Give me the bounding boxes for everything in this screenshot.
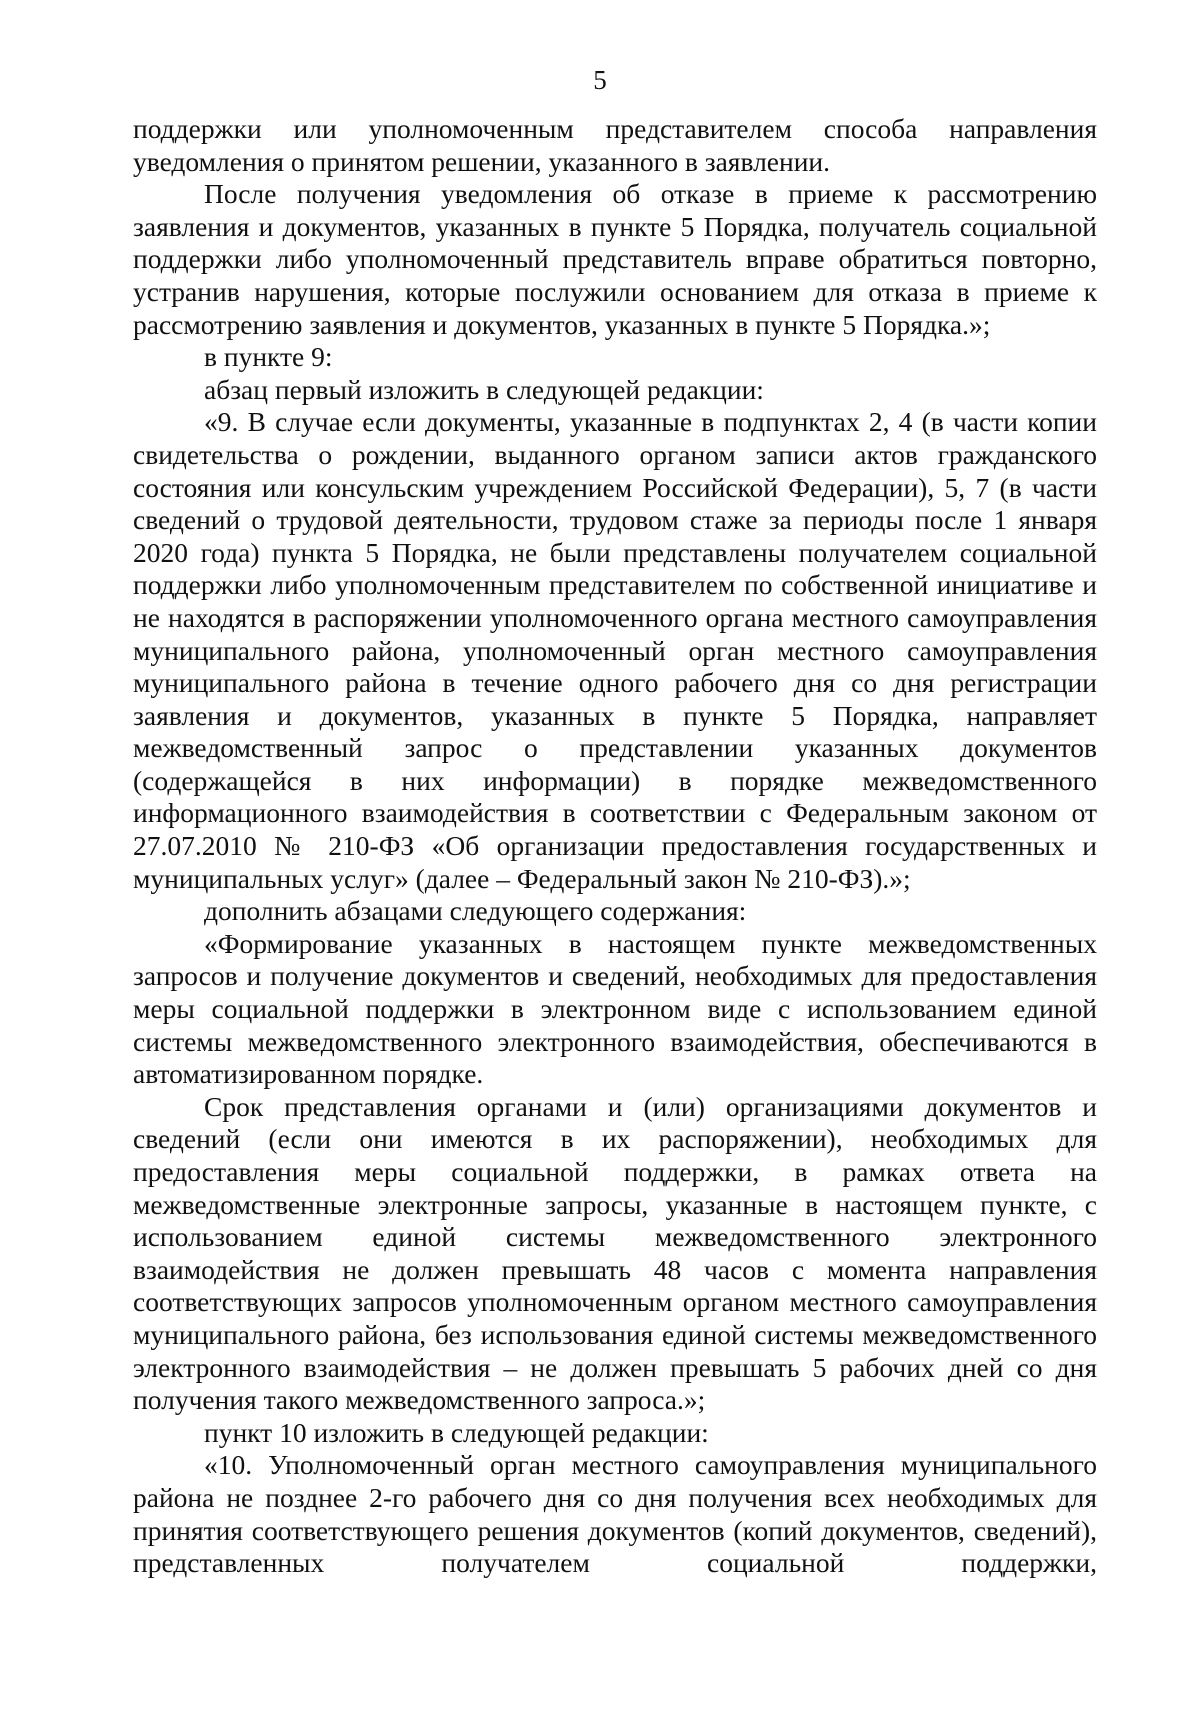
- paragraph-item-9-text: «9. В случае если документы, указанные в подпунктах 2, 4 (в части копии свидетельства о рождении, выданного органом записи актов гражданского состояния или консульским учреждением Российской Федерации), 5, 7 (в части сведений о трудовой деятельности, трудовом стаже за периоды после 1 января 2020 года) пункта 5 Порядка, не были представлены получателем социальной поддержки либо уполномоченным представителем по собственной инициативе и не находятся в распоряжении уполномоченного органа местного самоуправления муниципального района, уполномоченный орган местного самоуправления муниципального района в течение одного рабочего дня со дня регистрации заявления и документов, указанных в пункте 5 Порядка, направляет межведомственный запрос о представлении указанных документов (содержащейся в них информации) в порядке межведомственного информационного взаимодействия в соответствии с Федеральным законом от 27.07.2010 № 210-ФЗ «Об организации предоставления государственных и муниципальных услуг» (далее – Федеральный закон № 210-ФЗ).»;: [133, 406, 1097, 894]
- paragraph-add-abzacs: дополнить абзацами следующего содержания:: [204, 895, 747, 927]
- document-body: [133, 113, 1097, 1580]
- paragraph-refusal-notice: После получения уведомления об отказе в приеме к рассмотрению заявления и документов, указанных в пункте 5 Порядка, получатель социальной поддержки либо уполномоченный представитель вправе обратиться повторно, устранив нарушения, которые послужили основанием для отказа в приеме к рассмотрению заявления и документов, указанных в пункте 5 Порядка.»;: [133, 178, 1097, 340]
- paragraph-first-abzac: абзац первый изложить в следующей редакции:: [204, 373, 764, 405]
- paragraph-automated-requests: «Формирование указанных в настоящем пункте межведомственных запросов и получение документов и сведений, необходимых для предоставления меры социальной поддержки в электронном виде с использованием единой системы межведомственного электронного взаимодействия, обеспечиваются в автоматизированном порядке.: [133, 927, 1097, 1090]
- paragraph-continuation: поддержки или уполномоченным представителем способа направления уведомления о принятом решении, указанного в заявлении.: [133, 113, 1097, 177]
- paragraph-item-10-intro: пункт 10 изложить в следующей редакции:: [204, 1416, 709, 1448]
- paragraph-item-9-intro: в пункте 9:: [204, 341, 333, 373]
- page-number: 5: [593, 65, 607, 95]
- paragraph-response-deadline: Срок представления органами и (или) организациями документов и сведений (если они имеются в их распоряжении), необходимых для предоставления меры социальной поддержки, в рамках ответа на межведомственные электронные запросы, указанные в настоящем пункте, с использованием единой системы межведомственного электронного взаимодействия не должен превышать 48 часов с момента направления соответствующих запросов уполномоченным органом местного самоуправления муниципального района, без использования единой системы межведомственного электронного взаимодействия – не должен превышать 5 рабочих дней со дня получения такого межведомственного запроса.»;: [133, 1090, 1097, 1416]
- paragraph-item-10-text: «10. Уполномоченный орган местного самоуправления муниципального района не позднее 2-го рабочего дня со дня получения всех необходимых для принятия соответствующего решения документов (копий документов, сведений), представленных получателем социальной поддержки,: [133, 1449, 1097, 1579]
